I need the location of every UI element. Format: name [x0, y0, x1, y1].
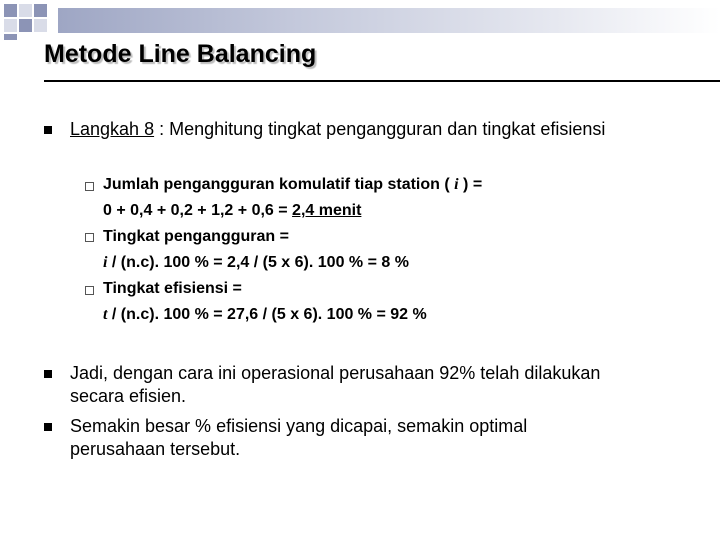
header-gradient-bar	[58, 8, 720, 33]
deco-square	[4, 4, 17, 17]
sub-item-3-line-2	[103, 306, 427, 324]
sub-item-text: / (n.c). 100 % = 27,6 / (5 x 6). 100 % = 92 %	[107, 306, 427, 323]
sub-item-result: 2,4 menit	[292, 202, 362, 219]
title-underline	[44, 80, 720, 82]
sub-item-2-line-2	[103, 254, 409, 272]
sub-item-3-line-1: Tingkat efisiensi =	[103, 280, 242, 297]
time-symbol: t	[103, 306, 108, 323]
bullet-square-icon	[44, 423, 52, 431]
bullet-checkbox-icon	[85, 182, 94, 191]
step-text: : Menghitung tingkat pengangguran dan tingkat efisiensi	[154, 119, 606, 139]
bullet-checkbox-icon	[85, 233, 94, 242]
bullet-checkbox-icon	[85, 286, 94, 295]
deco-square	[34, 19, 47, 32]
sub-item-1-line-2	[103, 202, 361, 220]
idle-symbol: i	[103, 254, 108, 271]
conclusion-2-line-1: Semakin besar % efisiensi yang dicapai, semakin optimal	[70, 416, 528, 436]
conclusion-1-line-2: secara efisien.	[70, 386, 187, 406]
step-line	[70, 119, 605, 140]
sub-item-2-line-1: Tingkat pengangguran =	[103, 228, 289, 245]
conclusion-1-line-1: Jadi, dengan cara ini operasional perusahaan 92% telah dilakukan	[70, 363, 601, 383]
sub-item-text: Jumlah pengangguran komulatif tiap station (	[103, 176, 455, 193]
deco-square	[19, 19, 32, 32]
deco-square	[34, 4, 47, 17]
page-title: Metode Line Balancing	[44, 40, 317, 68]
step-label: Langkah 8	[70, 119, 155, 139]
sub-item-text: 0 + 0,4 + 0,2 + 1,2 + 0,6 =	[103, 202, 293, 219]
bullet-square-icon	[44, 126, 52, 134]
conclusion-2-line-2: perusahaan tersebut.	[70, 439, 241, 459]
deco-square	[19, 4, 32, 17]
header-decoration	[0, 0, 720, 40]
bullet-square-icon	[44, 370, 52, 378]
deco-square	[4, 34, 17, 40]
deco-square	[4, 19, 17, 32]
sub-item-text: / (n.c). 100 % = 2,4 / (5 x 6). 100 % = 8 %	[107, 254, 409, 271]
idle-symbol: i	[454, 176, 459, 193]
sub-item-text: ) =	[458, 176, 483, 193]
sub-item-1-line-1	[103, 176, 482, 194]
